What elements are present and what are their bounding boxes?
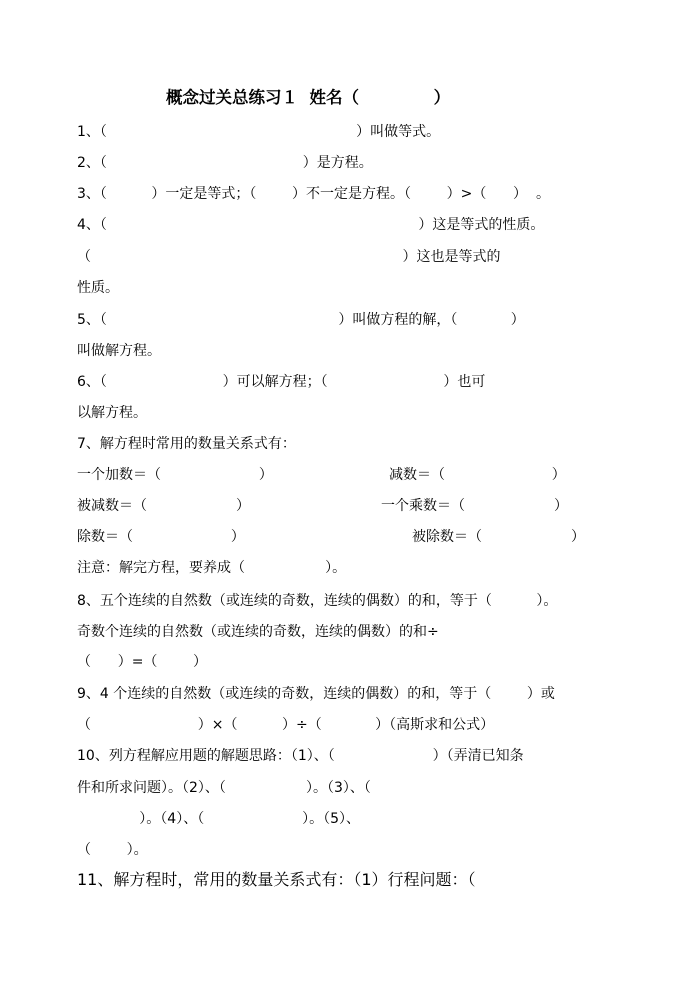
- question-8-line-2: 奇数个连续的自然数（或连续的奇数，连续的偶数）的和÷: [77, 624, 439, 640]
- question-7: 7、解方程时常用的数量关系式有：: [77, 436, 296, 452]
- question-4-line-3: 性质。: [77, 280, 119, 296]
- question-1: 1、（ ）叫做等式。: [77, 124, 441, 140]
- relation-minuend: 被减数＝（ ）: [77, 498, 251, 514]
- question-11: 11、解方程时，常用的数量关系式有：（1）行程问题：（: [77, 870, 476, 889]
- question-4: 4、（ ）这是等式的性质。: [77, 217, 545, 233]
- question-8: 8、五个连续的自然数（或连续的奇数，连续的偶数）的和，等于（ ）。: [77, 593, 558, 609]
- question-6-line-2: 以解方程。: [77, 405, 147, 421]
- relation-addend: 一个加数＝（ ）: [77, 467, 273, 483]
- question-10-line-3: ）。（4）、（ ）。（5）、: [77, 811, 361, 827]
- question-5: 5、（ ）叫做方程的解，（ ）: [77, 312, 525, 328]
- question-9: 9、4 个连续的自然数（或连续的奇数，连续的偶数）的和，等于（ ）或: [77, 686, 555, 702]
- question-6: 6、（ ）可以解方程；（ ）也可: [77, 374, 486, 390]
- question-2: 2、（ ）是方程。: [77, 155, 373, 171]
- page-title: 概念过关总练习１ 姓名（ ）: [166, 88, 451, 107]
- question-10-line-2: 件和所求问题）。（2）、（ ）。（3）、（: [77, 780, 371, 796]
- question-9-line-2: （ ）×（ ）÷（ ）（高斯求和公式）: [77, 717, 495, 733]
- relation-divisor: 除数＝（ ）: [77, 529, 245, 545]
- question-5-line-2: 叫做解方程。: [77, 343, 161, 359]
- question-10-line-4: （ ）。: [77, 842, 148, 858]
- note: 注意：解完方程，要养成（ ）。: [77, 560, 347, 576]
- question-8-line-3: （ ）=（ ）: [77, 654, 208, 670]
- question-4-line-2: （ ）这也是等式的: [77, 249, 501, 265]
- question-10: 10、列方程解应用题的解题思路：（1）、（ ）（弄清已知条: [77, 748, 524, 764]
- relation-dividend: 被除数＝（ ）: [412, 529, 586, 545]
- relation-subtrahend: 减数＝（ ）: [389, 467, 566, 483]
- question-3: 3、（ ）一定是等式；（ ）不一定是方程。（ ）>（ ） 。: [77, 186, 550, 202]
- relation-factor: 一个乘数＝（ ）: [381, 498, 569, 514]
